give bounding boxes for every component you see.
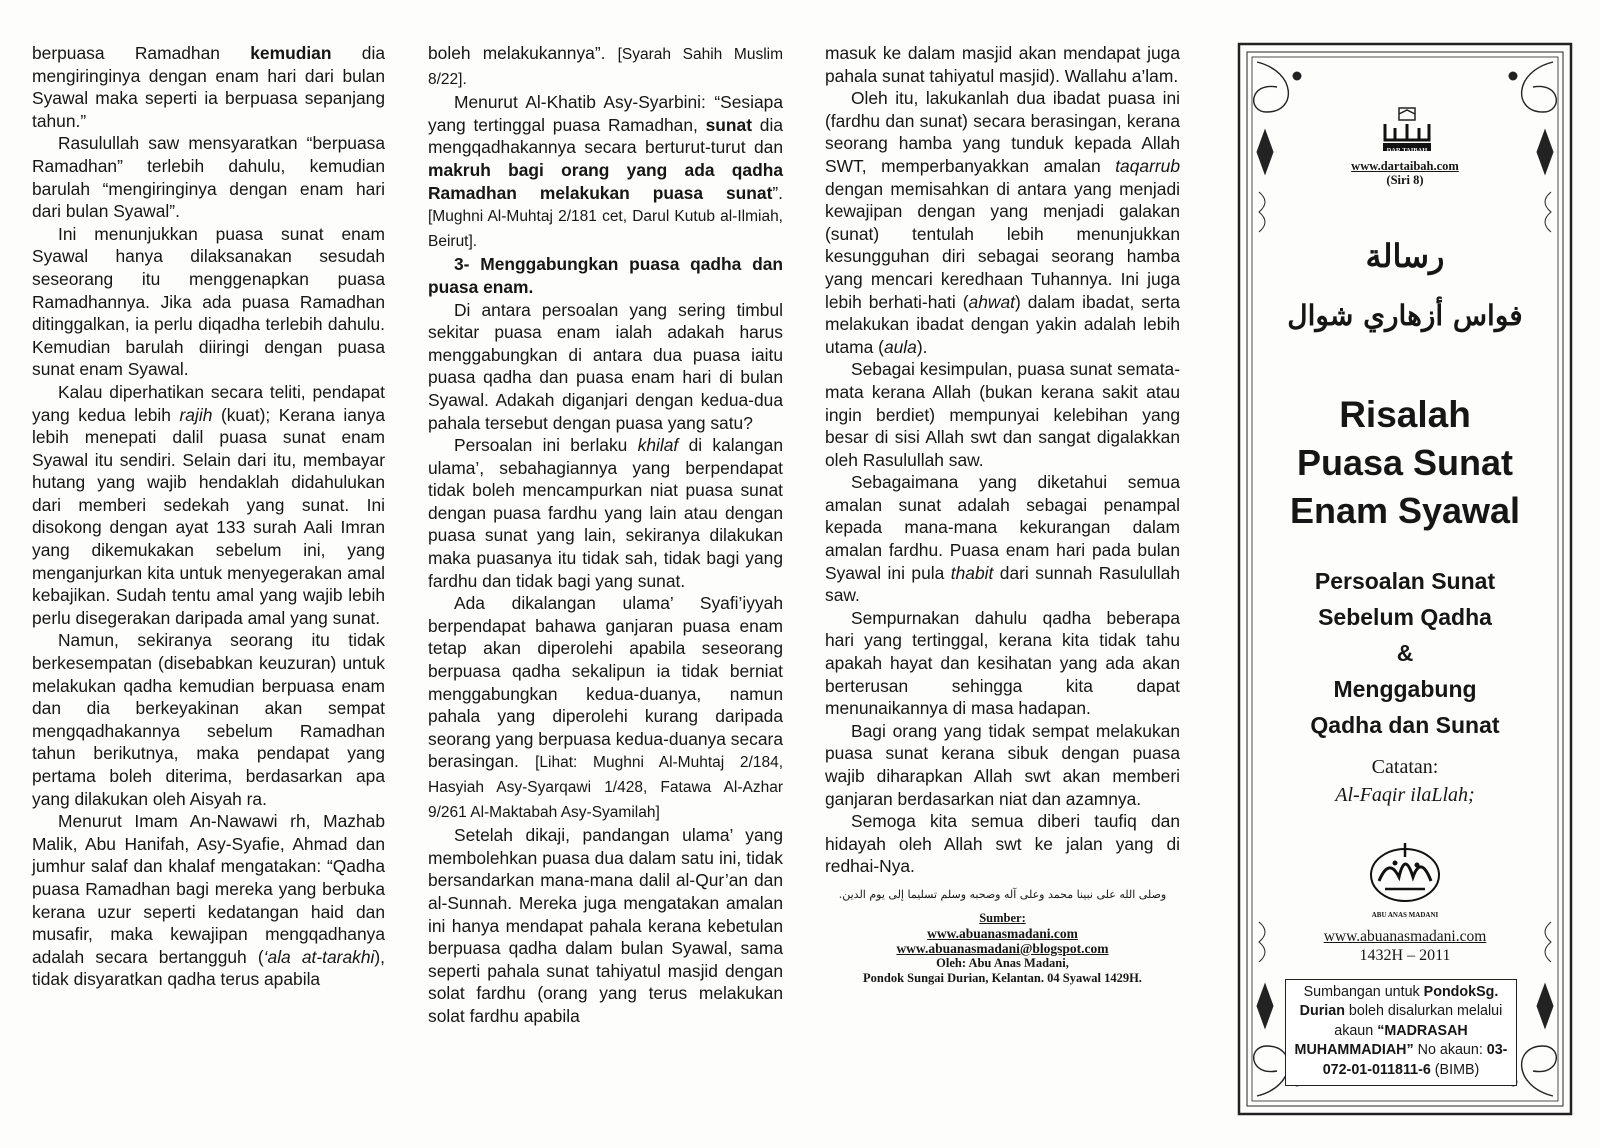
text-run: Sebagaimana yang diketahui semua amalan sunat adalah sebagai penampal kepada mana-mana kekurangan dalam amalan fardhu. Puasa enam hari pada bulan Syawal ini pula [825,472,1180,583]
text-run: Ini menunjukkan puasa sunat enam Syawal hanya dilaksanakan sesudah seseorang itu menggenapkan puasa Ramadhannya. Jika ada puasa Ramadhan ditinggalkan, ia perlu diqadha terlebih dahulu. Kemudian barulah diiringi dengan puasa sunat enam Syawal. [32,223,385,380]
text-run: taqarrub [1115,155,1180,176]
text-run: Sempurnakan dahulu qadha beberapa hari yang tertinggal, kerana kita tidak tahu apakah hayat dan kesihatan yang ada akan berterusan sehingga kita dapat menunaikannya di masa hadapan. [825,607,1180,719]
paragraph [32,381,385,630]
subtitle-line-1: Persoalan Sunat [1314,568,1496,594]
paragraph [32,42,385,132]
text-run: 03-072-01-011811-6 [1322,1042,1508,1078]
text-run: Ada dikalangan ulama’ Syafi’iyyah berpendapat bahawa ganjaran puasa enam tetap akan diperolehi apabila seseorang berpuasa qadha sekalipun ia tidak berniat menggabungkan kedua-duanya, namun pahala yang diperolehi kurang daripada seorang yang berpuasa kedua-duanya secara berasingan. [428,593,783,772]
text-run: ‘ala at-tarakhi [263,946,375,967]
dartaibah-url[interactable]: www.dartaibah.com [1351,159,1459,173]
arabic-title: رسالة [1365,237,1445,275]
text-run: Namun, sekiranya seorang itu tidak berkesempatan (disebabkan keuzuran) untuk melakukan qadha kemudian berpuasa enam dan dia berkeyakinan akan sempat mengqadhakannya sebelum Ramadhan tahun berikutnya, maka pendapat yang pertama boleh diterima, berdasarkan apa yang dilakukan oleh Aisyah ra. [32,630,385,809]
paragraph [32,223,385,381]
text-run: dia mengiringinya dengan enam hari dari bulan Syawal maka seperti ia berpuasa sepanjang tahun.” [32,43,385,131]
catatan-label: Catatan: [1371,756,1439,778]
paragraph [428,299,783,435]
text-run: dia mengqadhakannya secara berturut-turut dan [428,114,783,158]
calligraphy-logo-icon [1365,837,1445,909]
paragraph [825,87,1180,358]
paragraph [32,810,385,991]
text-run: Menurut Imam An-Nawawi rh, Mazhab Malik, Abu Hanifah, Asy-Syafie, Ahmad dan jumhur salaf dan khalaf mengatakan: “Qadha puasa Ramadhan bagi mereka yang berbuka kerana uzur seperti kedatangan haid dan musafir, maka kewajipan mengqadhanya adalah secara bertangguh ( [32,811,385,967]
text-run: No akaun: [1413,1042,1487,1059]
text-run: kemudian [250,43,332,63]
text-run: ) dalam ibadat, serta melakukan ibadat dengan yakin adalah lebih utama ( [825,291,1180,357]
title-line-2: Puasa Sunat [1296,442,1514,483]
text-run: Persoalan ini berlaku [454,435,638,456]
text-run: “MADRASAH MUHAMMADIAH” [1294,1022,1468,1059]
column-3-body [825,42,1180,878]
paragraph [428,42,783,91]
paragraph [825,720,1180,810]
text-run: di kalangan ulama’, sebahagiannya yang berpendapat tidak boleh mencampurkan niat puasa sunat dengan puasa fardhu yang lain atau dengan puasa sunat yang lain, sekiranya dilakukan maka puasanya itu tidak sah, tidak bagi yang fardhu dan tidak bagi yang sunat. [428,435,783,591]
year-label: 1432H – 2011 [1359,947,1451,964]
text-run: ahwat [968,291,1015,312]
text-run: Menurut Al-Khatib Asy-Syarbini: “Sesiapa yang tertinggal puasa Ramadhan, [428,92,783,135]
paragraph [428,434,783,592]
text-run: ). [916,336,928,357]
text-run: boleh disalurkan melalui akaun [1334,1003,1503,1039]
paragraph [32,629,385,810]
text-run: Sg. Durian [1299,984,1499,1020]
text-run: makruh bagi orang yang ada qadha Ramadhan melakukan puasa sunat [428,159,783,203]
paragraph [825,358,1180,471]
text-run: Bagi orang yang tidak sempat melakukan puasa sunat kerana sibuk dengan puasa wajib diharapkan Allah swt akan memberi ganjaran berdasarkan niat dan azamnya. [825,720,1180,809]
paragraph [428,592,783,824]
column-1 [32,42,385,991]
text-run: berpuasa Ramadhan [32,43,251,63]
abuanas-url[interactable]: www.abuanasmadani.com [1323,928,1487,945]
author-name: Al-Faqir ilaLlah; [1335,784,1475,806]
text-run: (kuat); Kerana ianya lebih menepati dalil puasa sunat enam Syawal itu sendiri. Selain dari itu, membayar hutang yang wajib hendaklah didahulukan dari memberi sedekah yang sunat. Ini disokong dengan ayat 133 surah Aali Imran yang dikemukakan sebelum ini, yang menganjurkan kita untuk menyegerakan amal kebajikan. Sudah tentu amal yang wajib lebih perlu disegerakan daripada amal yang sunat. [32,404,385,628]
text-run: masuk ke dalam masjid akan mendapat juga pahala sunat tahiyatul masjid). Wallahu a’lam. [825,43,1180,86]
title-risalah: Risalah [1339,394,1471,435]
dartaibah-url-block [1237,159,1573,187]
paragraph [825,607,1180,720]
paragraph [825,42,1180,87]
source-author: Oleh: Abu Anas Madani, [936,955,1069,970]
text-run: Setelah dikaji, pandangan ulama’ yang membolehkan puasa dua dalam satu ini, tidak bersandarkan mana-mana dalil al-Qur’an dan al-Sunnah. Mereka juga mengatakan amalan ini hanya mendapat pahala kerana kebetulan berpuasa qadha dalam bulan Syawal, sama seperti pahala sunat tahiyatul masjid dengan solat fardhu (orang yang terus melakukan solat fardhu apabila [428,825,783,1026]
text-run: Semoga kita semua diberi taufiq dan hidayah oleh Allah swt ke jalan yang di redhai-Nya. [825,811,1180,877]
paragraph [32,132,385,222]
column-3 [825,42,1180,986]
text-run: Di antara persoalan yang sering timbul sekitar puasa enam ialah adakah harus menggabungkan di antara dua puasa iaitu puasa qadha dan puasa enam hari di bulan Syawal. Adakah diganjari dengan kedua-dua pahala tersebut dengan puasa yang satu? [428,299,783,433]
logo-label: DAR TAIBAH [1386,147,1428,154]
subtitle-line-5: Qadha dan Sunat [1310,712,1500,738]
text-run: Rasulullah saw mensyaratkan “berpuasa Ramadhan” terlebih dahulu, kemudian barulah “mengiringinya dengan enam hari dari bulan Syawal”. [32,133,385,222]
donation-box [1285,979,1517,1086]
abu-anas-label: ABU ANAS MADANI [1371,911,1439,919]
text-run: Pondok [1423,984,1477,1000]
text-run: 3- Menggabungkan puasa qadha dan puasa enam. [428,254,783,297]
closing-arabic: وصلى الله على نبينا محمد وعلى آله وصحبه وسلم تسليما إلى يوم الدين. [838,887,1167,901]
subtitle-line-4: Menggabung [1333,676,1477,702]
text-run: sunat [705,114,753,135]
text-run: [Lihat: Mughni Al-Muhtaj 2/184, Hasyiah Asy-Syarqawi 1/428, Fatawa Al-Azhar 9/261 Al-Maktabah Asy-Syamilah] [428,754,784,821]
text-run: (BIMB) [1430,1061,1480,1078]
text-run: boleh melakukannya”. [428,43,618,63]
text-run: Kalau diperhatikan secara teliti, pendapat yang kedua lebih [32,381,385,425]
text-run: [Mughni Al-Muhtaj 2/181 cet, Darul Kutub al-Ilmiah, Beirut]. [428,208,783,250]
text-run: thabit [950,562,994,583]
subtitle-line-2: Sebelum Qadha [1318,604,1492,630]
text-run: [Syarah Sahih Muslim 8/22]. [428,46,783,88]
title-line-3: Enam Syawal [1289,490,1521,531]
paragraph [428,253,783,298]
text-run: dari sunnah Rasulullah saw. [825,562,1180,606]
text-run: ), tidak disyaratkan qadha terus apabila [32,946,385,990]
text-run: aula [883,336,917,357]
text-run: ”. [772,182,783,203]
text-run: khilaf [637,435,679,456]
text-run: Sebagai kesimpulan, puasa sunat semata-mata kerana Allah (bukan kerana sakit atau ingin berdiet) mempunyai kelebihan yang besar di sisi Allah swt dan sangat digalakkan oleh Rasulullah saw. [825,359,1180,470]
source-url-2[interactable]: www.abuanasmadani@blogspot.com [896,940,1109,956]
sumber-label: Sumber: [979,910,1026,925]
subtitle-ampersand: & [1396,640,1414,666]
sources [825,911,1180,986]
text-run: dengan memisahkan di antara yang menjadi kewajipan dengan yang menjadi galakan (sunat) tentulah lebih menunjukkan kesungguhan diri sebagai seorang hamba yang mencari keredhaan Tuhannya. Ini juga lebih berhati-hati ( [825,178,1180,312]
paragraph [825,810,1180,878]
paragraph [428,824,783,1027]
source-place: Pondok Sungai Durian, Kelantan. 04 Syawal 1429H. [863,970,1142,985]
series-number: (Siri 8) [1386,173,1424,187]
paragraph [825,471,1180,607]
text-run: Oleh itu, lakukanlah dua ibadat puasa ini (fardhu dan sunat) secara berasingan, kerana seorang hamba yang tunduk kepada Allah SWT, memperbanyakkan amalan [825,88,1180,176]
paragraph [428,91,783,253]
arabic-subtitle: فواس أزهاري شوال [1287,299,1523,332]
text-run: Sumbangan untuk [1303,984,1424,1000]
text-run: rajih [179,404,213,425]
source-url-1[interactable]: www.abuanasmadani.com [927,925,1078,941]
cover-panel [1237,42,1573,1116]
column-2 [428,42,783,1028]
